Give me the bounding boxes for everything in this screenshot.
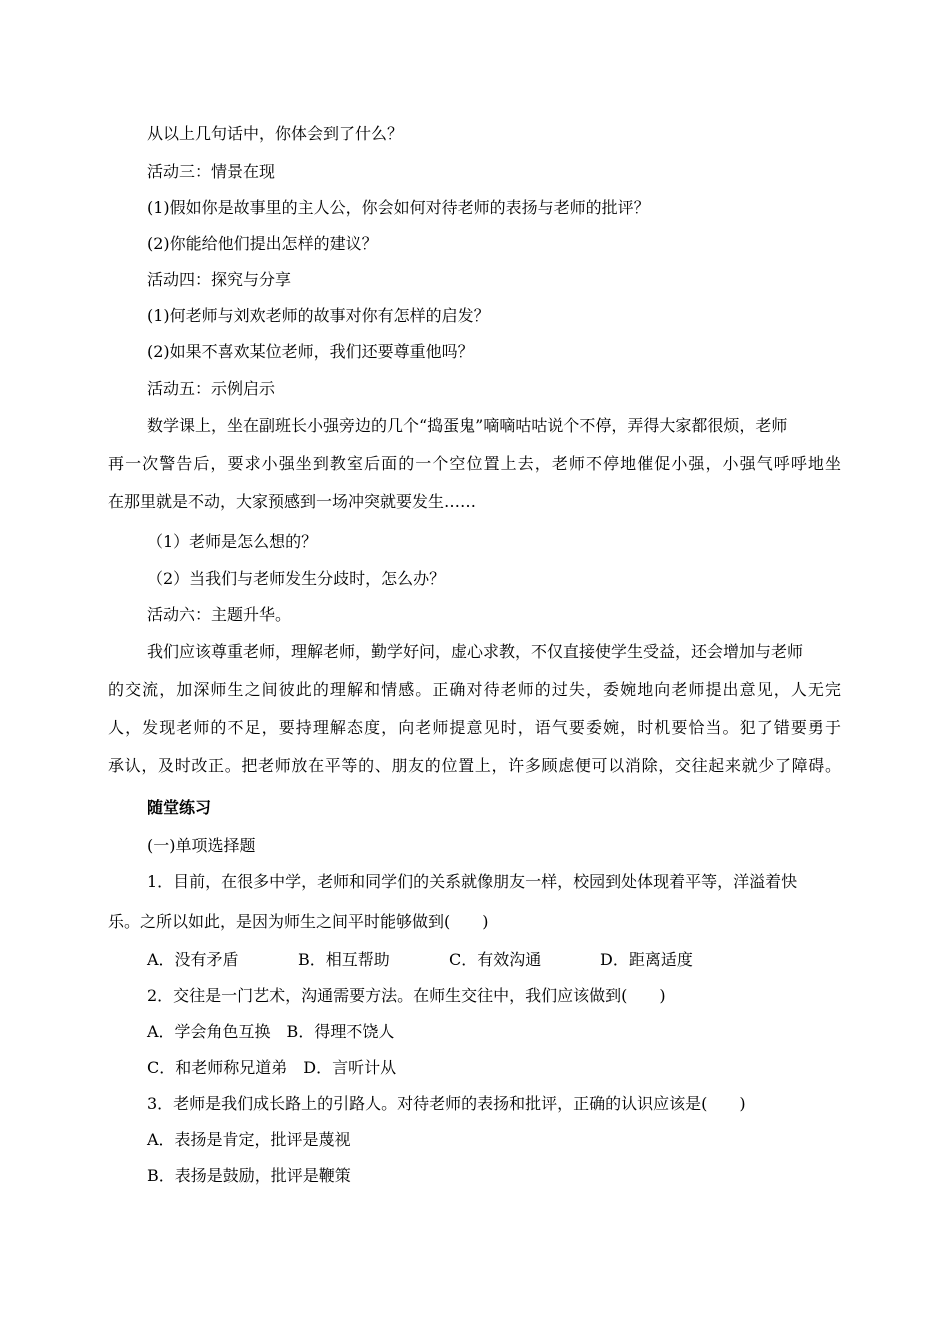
question-1-option-c[interactable]: C．有效沟通 — [449, 950, 542, 969]
question-2-options-row-1[interactable]: A．学会角色互换 B．得理不饶人 — [147, 1022, 395, 1041]
question-1-line-1: 1．目前，在很多中学，老师和同学们的关系就像朋友一样，校园到处体现着平等，洋溢着快 — [147, 872, 798, 891]
activity-heading-3: 活动三：情景在现 — [147, 162, 276, 181]
activity-heading-6: 活动六：主题升华。 — [147, 605, 292, 624]
activity-heading-5: 活动五：示例启示 — [147, 379, 276, 398]
section-heading-practice: 随堂练习 — [147, 798, 212, 817]
activity-3-question-1: (1)假如你是故事里的主人公，你会如何对待老师的表扬与老师的批评？ — [147, 198, 650, 217]
subsection-heading-single-choice: (一)单项选择题 — [147, 836, 256, 855]
question-3-option-b[interactable]: B．表扬是鼓励，批评是鞭策 — [147, 1166, 351, 1185]
activity-heading-4: 活动四：探究与分享 — [147, 270, 292, 289]
activity-4-question-1: (1)何老师与刘欢老师的故事对你有怎样的启发？ — [147, 306, 490, 325]
question-3-option-a[interactable]: A．表扬是肯定，批评是蔑视 — [147, 1130, 351, 1149]
question-2-options-row-2[interactable]: C．和老师称兄道弟 D．言听计从 — [147, 1058, 397, 1077]
summary-paragraph-line-4: 承认，及时改正。把老师放在平等的、朋友的位置上，许多顾虑便可以消除，交往起来就少了障碍。 — [108, 756, 841, 775]
summary-paragraph-line-3: 人，发现老师的不足，要持理解态度，向老师提意见时，语气要委婉，时机要恰当。犯了错要勇于 — [108, 718, 841, 737]
question-3-text: 3．老师是我们成长路上的引路人。对待老师的表扬和批评，正确的认识应该是( ) — [147, 1094, 746, 1113]
question-2-text: 2．交往是一门艺术，沟通需要方法。在师生交往中，我们应该做到( ) — [147, 986, 666, 1005]
question-1-option-b[interactable]: B．相互帮助 — [298, 950, 390, 969]
activity-5-question-2: （2）当我们与老师发生分歧时，怎么办？ — [147, 569, 446, 588]
question-1-options — [147, 950, 693, 970]
example-paragraph-line-2: 再一次警告后，要求小强坐到教室后面的一个空位置上去，老师不停地催促小强，小强气呼呼地坐 — [108, 454, 841, 473]
question-1-option-d[interactable]: D．距离适度 — [600, 950, 693, 969]
activity-5-question-1: （1）老师是怎么想的？ — [147, 532, 318, 551]
question-1-line-2: 乐。之所以如此，是因为师生之间平时能够做到( ) — [108, 912, 489, 931]
question-1-option-a[interactable]: A．没有矛盾 — [147, 950, 239, 969]
activity-4-question-2: (2)如果不喜欢某位老师，我们还要尊重他吗？ — [147, 342, 474, 361]
question-text: 从以上几句话中，你体会到了什么？ — [147, 124, 404, 143]
summary-paragraph-line-1: 我们应该尊重老师，理解老师，勤学好问，虚心求教，不仅直接使学生受益，还会增加与老师 — [147, 642, 804, 661]
summary-paragraph-line-2: 的交流，加深师生之间彼此的理解和情感。正确对待老师的过失，委婉地向老师提出意见，人无完 — [108, 680, 841, 699]
example-paragraph-line-3: 在那里就是不动，大家预感到一场冲突就要发生…… — [108, 492, 477, 511]
example-paragraph-line-1: 数学课上，坐在副班长小强旁边的几个“捣蛋鬼”嘀嘀咕咕说个不停，弄得大家都很烦，老师 — [147, 416, 788, 435]
activity-3-question-2: (2)你能给他们提出怎样的建议？ — [147, 234, 378, 253]
